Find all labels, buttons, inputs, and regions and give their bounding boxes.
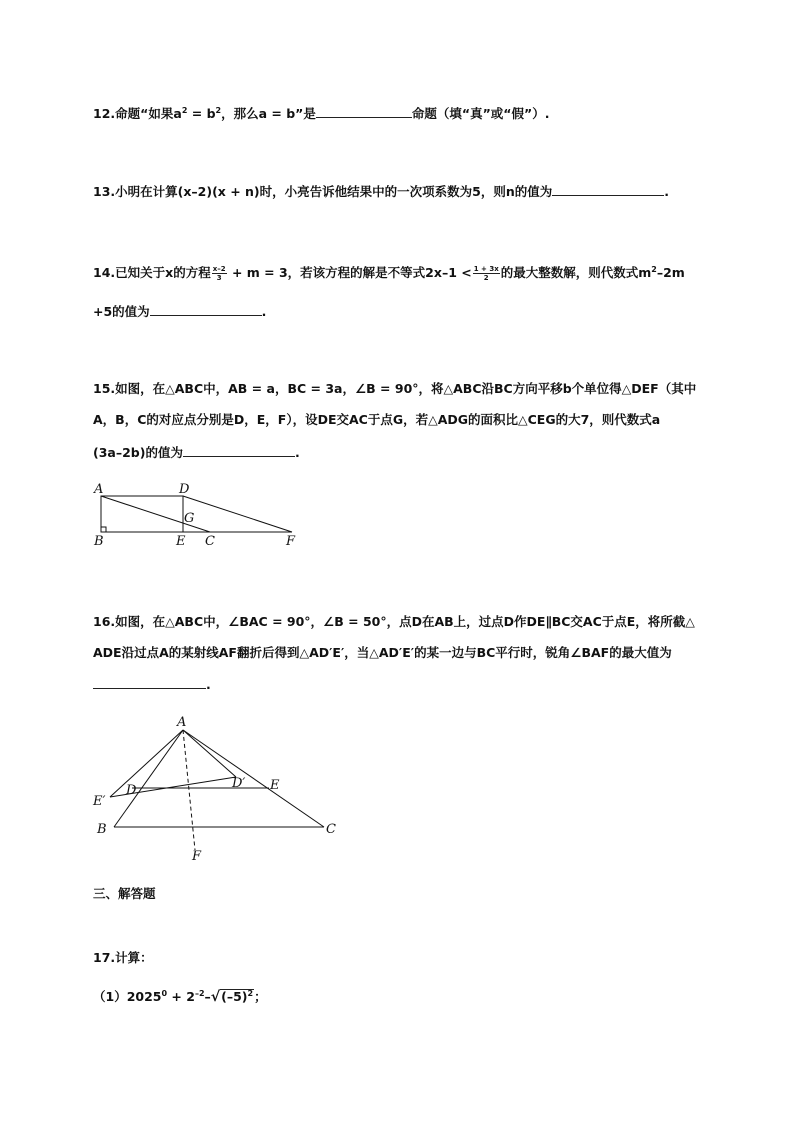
q17-p1-sup-1: 0: [161, 988, 168, 998]
q17-p1-text-4: ；: [254, 989, 267, 1004]
q14-text-6: .: [261, 304, 267, 319]
label-c: C: [205, 534, 215, 549]
fold-line-af: [183, 730, 195, 850]
label-e-prime: E′: [93, 794, 106, 809]
q17-radicand: [220, 989, 254, 1004]
q12-text-5: 命题（填“真”或“假”）.: [411, 106, 550, 121]
q14-frac2-numerator: 1 + 3x: [473, 265, 499, 273]
q17-p1-text-1: （1）2025: [93, 989, 162, 1004]
label-f: F: [286, 534, 296, 549]
q12-sup-1: 2: [181, 105, 188, 115]
q14-text-2: + m = 3，若该方程的解是不等式2x–1 <: [227, 265, 472, 280]
q17-p1-sup-2: –2: [194, 988, 205, 998]
segment-ac: [183, 730, 324, 827]
label-d: D: [126, 783, 137, 798]
q16-text-end: .: [206, 677, 211, 692]
q16-line-2: ADE沿过点A的某射线AF翻折后得到△AD′E′，当△AD′E′的某一边与BC平行时，锐角∠BAF的最大值为: [93, 645, 672, 660]
label-e: E: [270, 778, 280, 793]
q14-frac1-denominator: 3: [216, 274, 222, 282]
q17-title: 17.计算：: [93, 950, 153, 965]
label-a: A: [177, 715, 187, 730]
q14-frac1-numerator: x–2: [212, 265, 226, 273]
q17-part-1: [93, 988, 267, 1006]
q16-line-1: 16.如图，在△ABC中，∠BAC = 90°，∠B = 50°，点D在AB上，过点D作DE∥BC交AC于点E，将所截△: [93, 614, 695, 629]
q17-p1-sup-3: 2: [247, 988, 254, 998]
q12-text-3: = b: [187, 106, 216, 121]
segment-ab: [114, 730, 183, 827]
label-b: B: [97, 822, 107, 837]
q13-text-1: 13.小明在计算(x–2)(x + n)时，小亮告诉他结果中的一次项系数为5，则n的值为: [93, 184, 553, 199]
q14-text-4: –2m: [656, 265, 685, 280]
label-d: D: [179, 482, 190, 497]
segment-ad-prime: [183, 730, 236, 777]
q17-p1-text-2: + 2: [167, 989, 195, 1004]
radical-sign: √: [210, 989, 221, 1005]
q12-text-2: 命题“如果a: [115, 106, 182, 121]
q12-sup-2: 2: [215, 105, 222, 115]
label-g: G: [184, 511, 195, 526]
label-b: B: [94, 534, 104, 549]
label-c: C: [326, 822, 336, 837]
q14-text-5: +5的值为: [93, 304, 150, 319]
q14-text-3: 的最大整数解，则代数式m: [500, 265, 652, 280]
q15-text-1: (3a–2b)的值为: [93, 445, 183, 460]
q13-text-2: .: [664, 184, 669, 199]
label-a: A: [94, 482, 104, 497]
q12-text-4: ，那么a = b”是: [221, 106, 316, 121]
label-e: E: [176, 534, 186, 549]
label-d-prime: D′: [232, 776, 246, 791]
q15-text-2: .: [294, 445, 300, 460]
section-heading: 三、解答题: [93, 886, 156, 901]
q17-p1-radicand-text: (–5): [221, 989, 248, 1004]
q12-text-1: 12.: [93, 106, 116, 121]
q14-sup: 2: [651, 264, 657, 274]
q14-text-1: 14.已知关于x的方程: [93, 265, 211, 280]
label-f: F: [192, 849, 202, 864]
q14-frac2-denominator: 2: [483, 274, 489, 282]
q15-line-2: A，B，C的对应点分别是D，E，F），设DE交AC于点G，若△ADG的面积比△CEG的大7，则代数式a: [93, 412, 661, 427]
q17-p1-text-3: –: [204, 989, 211, 1004]
q15-line-1: 15.如图，在△ABC中，AB = a，BC = 3a，∠B = 90°，将△ABC沿BC方向平移b个单位得△DEF（其中: [93, 381, 697, 396]
